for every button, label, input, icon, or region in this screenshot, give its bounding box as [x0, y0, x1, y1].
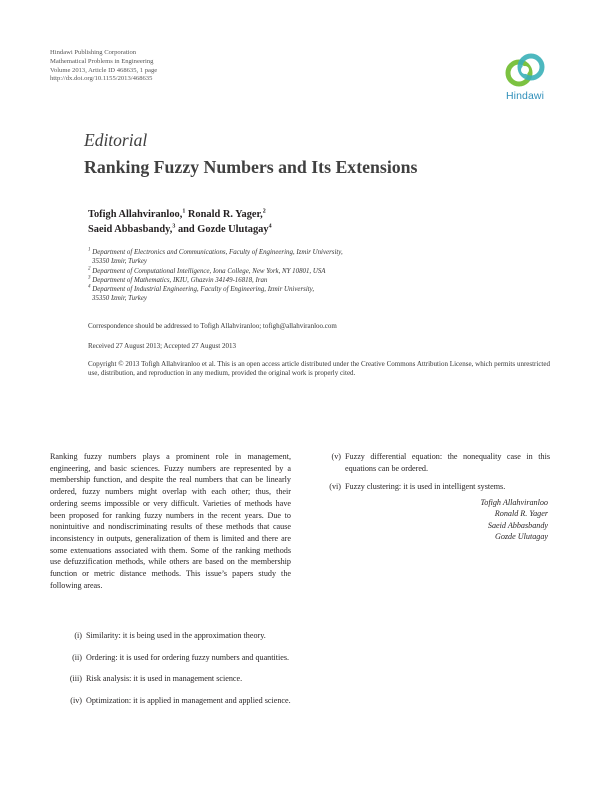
affiliation-number: 4: [88, 284, 91, 290]
list-item: [50, 695, 291, 707]
list-item-text: Similarity: it is being used in the approximation theory.: [86, 631, 266, 640]
affiliation-text: Department of Industrial Engineering, Faculty of Engineering, Izmir University,: [92, 286, 315, 294]
author-affil-sup: 3: [172, 223, 176, 230]
section-label: Editorial: [84, 130, 148, 150]
topic-list-left: [50, 630, 291, 717]
signature: Gozde Ulutagay: [494, 532, 548, 542]
list-item-text: Fuzzy differential equation: the nonequality case in this equations can be ordered.: [345, 452, 550, 473]
journal-header: [50, 49, 157, 84]
hindawi-logo: [495, 50, 555, 108]
received-accepted-dates: Received 27 August 2013; Accepted 27 August 2013: [88, 342, 236, 350]
affiliation: [88, 248, 418, 267]
list-item: [50, 630, 291, 642]
affiliation: [88, 276, 418, 285]
list-item-number: (iii): [69, 674, 82, 684]
affiliation-text: Department of Mathematics, IKIU, Ghazvin 34149-16818, Iran: [92, 276, 268, 284]
affiliation: [88, 267, 418, 276]
affiliation-number: 1: [88, 247, 91, 253]
author-name: Saeid Abbasbandy,: [88, 224, 173, 235]
journal-name: Mathematical Problems in Engineering: [50, 57, 154, 65]
doi-link[interactable]: http://dx.doi.org/10.1155/2013/468635: [50, 75, 153, 83]
list-item-number: (i): [74, 631, 82, 640]
author-name: Ronald R. Yager,: [187, 209, 263, 220]
article-title: Ranking Fuzzy Numbers and Its Extensions: [84, 157, 418, 177]
list-item-number: (ii): [72, 652, 82, 662]
affiliation-address: 35350 Izmir, Turkey: [92, 258, 147, 266]
author-name: Tofigh Allahviranloo,: [88, 209, 183, 220]
affiliation: [88, 285, 418, 304]
logo-text: Hindawi: [505, 90, 545, 102]
affiliations: [88, 248, 418, 304]
author-list: [88, 207, 272, 237]
list-item: [50, 673, 291, 685]
signature: Saeid Abbasbandy: [487, 520, 548, 530]
volume-info: Volume 2013, Article ID 468635, 1 page: [50, 66, 158, 74]
list-item-text: Risk analysis: it is used in management science.: [86, 674, 243, 684]
list-item-number: (iv): [70, 696, 82, 706]
list-item-text: Fuzzy clustering: it is used in intelligent systems.: [345, 482, 506, 492]
author-line-1: [88, 207, 272, 222]
author-affil-sup: 2: [262, 208, 266, 215]
author-line-2: [88, 222, 272, 237]
hindawi-rings-icon: [503, 50, 547, 90]
copyright-notice: Copyright © 2013 Tofigh Allahviranloo et al. This is an open access article distributed under the Creative Commons Attribution License, which permits unrestricted use, distribution, and reproduction in any medium, provided the original work is properly cited.: [88, 360, 550, 378]
signature: Ronald R. Yager: [494, 509, 548, 519]
affiliation-text: Department of Electronics and Communications, Faculty of Engineering, Izmir University,: [92, 249, 343, 256]
list-item: [309, 481, 550, 493]
author-name: and Gozde Ulutagay: [177, 224, 269, 235]
list-item-text: Ordering: it is used for ordering fuzzy numbers and quantities.: [86, 652, 290, 662]
topic-list-right: [309, 451, 550, 500]
publisher-name: Hindawi Publishing Corporation: [50, 49, 137, 56]
affiliation-number: 3: [88, 275, 91, 281]
author-affil-sup: 4: [268, 223, 272, 230]
signature: Tofigh Allahviranloo: [480, 498, 548, 507]
list-item-number: (v): [331, 452, 341, 461]
author-affil-sup: 1: [182, 208, 186, 215]
body-paragraph: Ranking fuzzy numbers plays a prominent role in management, engineering, and basic sciences. Fuzzy numbers are represented by a membership function, and despite the real numbers that can be linearly ordered, fuzzy numbers might overlap with each other; thus, their ordering seems impossible or very difficult. Varieties of methods have been proposed for ranking fuzzy numbers in the recent years. Due to nonintuitive and nondiscriminating results of these methods that cause inconsistency in outputs, generalization of them is limited and there are some extenuations associated with them. Some of the ranking methods use defuzzification methods, while others are based on the membership function or metric distance methods. This issue’s papers study the following areas.: [50, 452, 291, 590]
list-item: [309, 451, 550, 474]
list-item: [50, 652, 291, 664]
editor-signatures: [380, 497, 548, 543]
affiliation-text: Department of Computational Intelligence, Iona College, New York, NY 10801, USA: [92, 267, 326, 275]
affiliation-number: 2: [88, 266, 91, 272]
affiliation-address: 35350 Izmir, Turkey: [92, 295, 147, 303]
correspondence: Correspondence should be addressed to Tofigh Allahviranloo; tofigh@allahviranloo.com: [88, 322, 337, 330]
list-item-text: Optimization: it is applied in management and applied science.: [86, 696, 291, 706]
list-item-number: (vi): [329, 482, 341, 492]
